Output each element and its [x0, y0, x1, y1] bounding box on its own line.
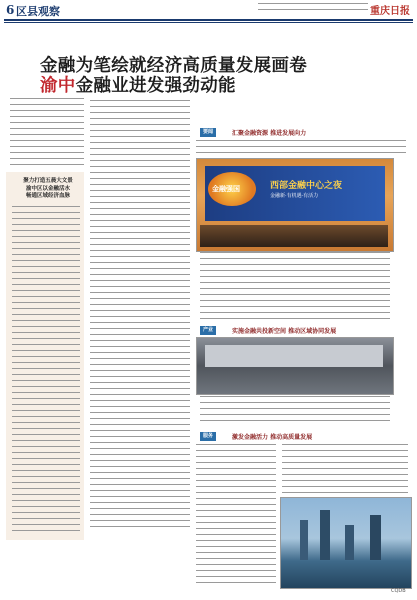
tower-3 — [345, 525, 354, 560]
section1-text — [196, 140, 406, 156]
section3-body-left — [196, 444, 276, 584]
banner-right-text: 西部金融中心之夜 — [270, 181, 343, 191]
sidebar-text — [12, 206, 80, 536]
section-tag-2: 产业 — [200, 326, 216, 335]
headline-line1: 金融为笔绘就经济高质量发展画卷 — [40, 56, 307, 76]
section1-body — [200, 252, 390, 322]
section-tag-1: 要闻 — [200, 128, 216, 137]
intro-text — [10, 98, 84, 168]
tower-2 — [320, 510, 330, 560]
section3-body-right — [282, 444, 408, 494]
masthead-rule — [4, 19, 413, 21]
paper-logo: 重庆日报 — [370, 6, 410, 17]
sidebar-title-line3: 畅通区域经济血脉 — [25, 193, 70, 199]
masthead-rule-thin — [4, 22, 413, 23]
sidebar-title-line2: 渝中区以金融活水 — [25, 185, 70, 192]
page-number: 6 — [6, 3, 15, 17]
section2-body — [200, 396, 390, 426]
section-title-2: 实施金融共投新空间 推动区域协同发展 — [232, 328, 337, 335]
section-title-3: 激发金融活力 推动高质量发展 — [232, 434, 313, 441]
stage-screen — [205, 345, 383, 367]
banner-left-text: 金融强国 — [212, 185, 240, 193]
tower-1 — [300, 520, 308, 560]
sidebar-title — [18, 178, 78, 201]
footer-tag: CQDB — [391, 588, 406, 594]
headline-line2-rest: 金融业进发强劲动能 — [75, 76, 236, 96]
section-title-1: 汇聚金融资源 推进发展向力 — [232, 130, 307, 137]
section-title: 区县观察 — [16, 5, 60, 18]
body-column-2 — [90, 100, 190, 530]
section-tag-3: 服务 — [200, 432, 216, 441]
headline-highlight: 渝中 — [40, 76, 76, 96]
headline-line2 — [40, 72, 236, 97]
banner-subtext: 金融新·有机遇·有活力 — [270, 193, 319, 199]
tower-4 — [370, 515, 381, 560]
sidebar-title-line1: 聚力打造五晨大文景 — [23, 178, 73, 184]
audience-area — [200, 225, 388, 247]
masthead-info — [258, 3, 368, 13]
